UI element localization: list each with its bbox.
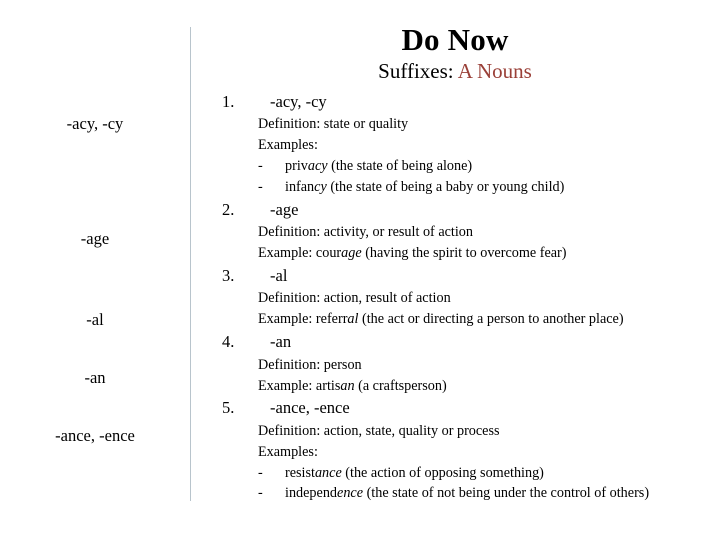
- entry-definition: Definition: state or quality: [258, 116, 409, 133]
- entry-definition: Definition: action, result of action: [258, 290, 451, 307]
- entry-number: 4.: [222, 332, 235, 352]
- entry-heading: [215, 396, 715, 420]
- example-row: [215, 177, 715, 198]
- example-gloss: (having the spirit to overcome fear): [361, 245, 567, 262]
- entry-example: [215, 376, 715, 397]
- entry-example: [215, 309, 715, 330]
- example-stem: referr: [315, 311, 348, 328]
- example-stem: resist: [285, 464, 315, 481]
- example-row: [215, 483, 715, 504]
- entry-heading: [215, 330, 715, 354]
- entry-number: 3.: [222, 266, 235, 286]
- example-stem: independ: [285, 485, 338, 502]
- bullet-dash: -: [258, 464, 263, 481]
- example-suffix: age: [341, 245, 362, 262]
- example-label: Example:: [258, 245, 316, 262]
- entry-example: [215, 243, 715, 264]
- list-item: [215, 396, 715, 504]
- example-suffix: al: [347, 311, 359, 328]
- entry-suffix: -al: [270, 266, 288, 286]
- subtitle-accent: A Nouns: [457, 59, 532, 83]
- example-suffix: ance: [314, 464, 342, 481]
- entry-examples-label: Examples:: [258, 137, 318, 154]
- entry-suffix: -acy, -cy: [270, 92, 327, 111]
- entry-suffix: -an: [270, 332, 292, 352]
- list-item: [215, 264, 715, 330]
- entry-examples-label: Examples:: [258, 443, 318, 460]
- side-label-age: -age: [80, 229, 110, 248]
- list-item: [215, 90, 715, 198]
- list-item: [215, 198, 715, 264]
- side-label-ance: -ance, -ence: [55, 426, 135, 445]
- example-stem: cour: [315, 245, 342, 262]
- entry-number: 1.: [222, 92, 235, 111]
- side-label-an: -an: [84, 368, 106, 387]
- example-gloss: (the state of not being under the control of others): [363, 485, 650, 502]
- entry-heading: [215, 198, 715, 222]
- example-gloss: (the act or directing a person to another place): [358, 311, 624, 328]
- example-gloss: (a craftsperson): [354, 377, 447, 394]
- entry-suffix: -ance, -ence: [270, 398, 350, 418]
- slide-subtitle: [200, 60, 710, 83]
- example-label: Example:: [258, 311, 316, 328]
- example-row: [215, 463, 715, 484]
- vertical-divider: [190, 27, 191, 501]
- example-suffix: ence: [337, 485, 364, 502]
- slide-title: Do Now: [401, 22, 509, 57]
- side-label-al: -al: [86, 310, 104, 329]
- entry-definition: Definition: activity, or result of action: [258, 224, 473, 241]
- entry-heading: [215, 90, 715, 114]
- example-row: [215, 156, 715, 177]
- list-item: [215, 330, 715, 396]
- example-gloss: (the action of opposing something): [341, 464, 544, 481]
- subtitle-label: Suffixes:: [378, 59, 458, 83]
- side-label-acy: -acy, -cy: [66, 114, 124, 133]
- entry-suffix: -age: [270, 199, 299, 219]
- entry-definition: Definition: action, state, quality or process: [258, 422, 500, 439]
- entry-number: 5.: [222, 398, 235, 418]
- example-stem: artis: [315, 377, 341, 394]
- suffix-list: [215, 90, 715, 504]
- example-stem: infan: [285, 179, 315, 196]
- bullet-dash: -: [258, 158, 263, 175]
- example-label: Example:: [258, 377, 316, 394]
- example-stem: priv: [285, 158, 308, 175]
- example-gloss: (the state of being a baby or young child): [326, 179, 565, 196]
- entry-number: 2.: [222, 199, 235, 219]
- example-gloss: (the state of being alone): [327, 158, 473, 175]
- example-suffix: an: [340, 377, 355, 394]
- suffix-side-column: [0, 0, 190, 540]
- example-suffix: acy: [307, 158, 328, 175]
- bullet-dash: -: [258, 485, 263, 502]
- entry-heading: [215, 264, 715, 288]
- example-suffix: cy: [314, 179, 327, 196]
- entry-definition: Definition: person: [258, 356, 362, 373]
- bullet-dash: -: [258, 179, 263, 196]
